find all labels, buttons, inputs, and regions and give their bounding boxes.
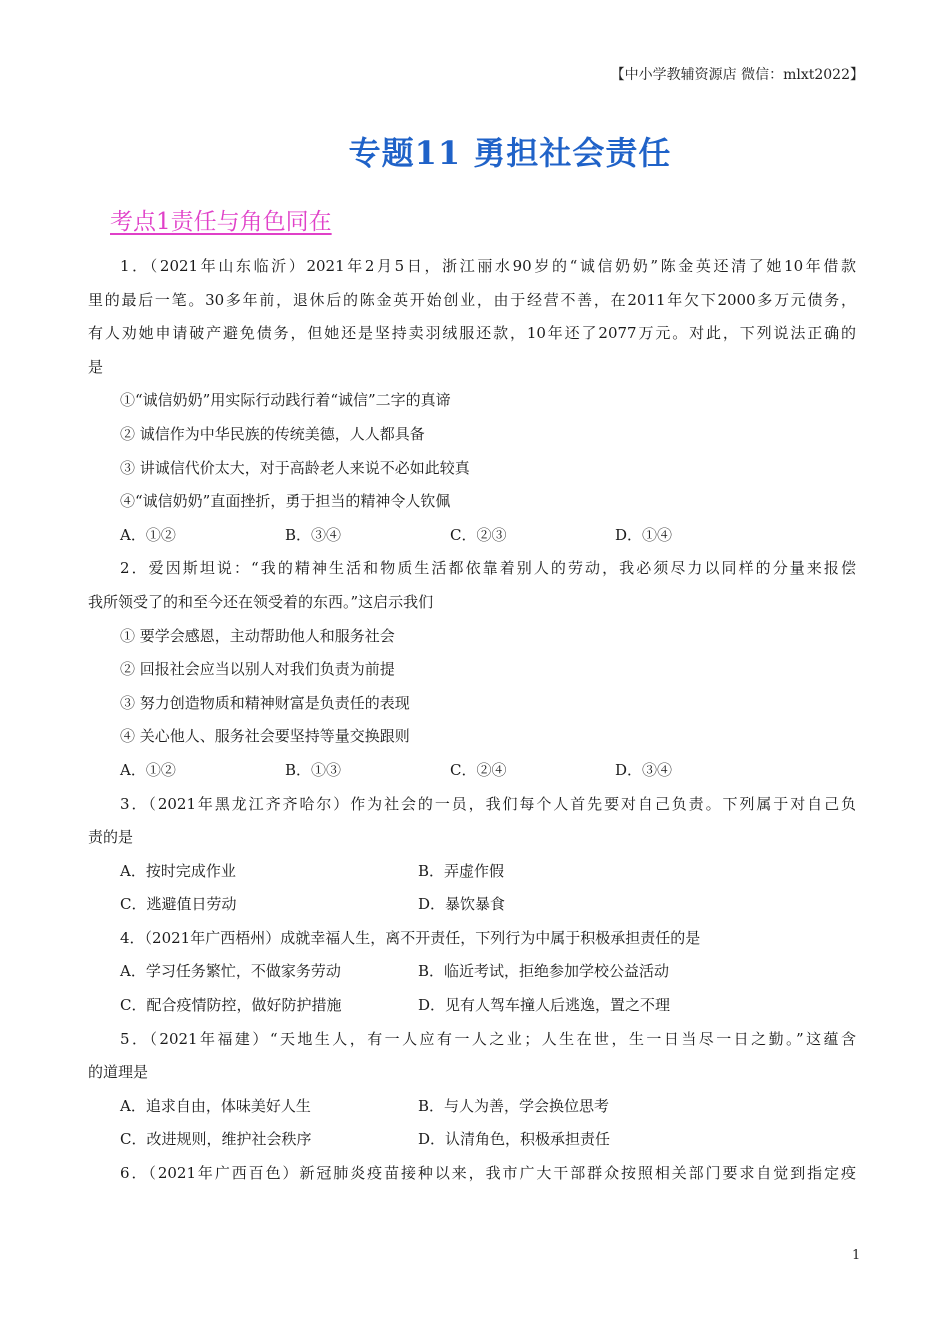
option-a: A．①②: [120, 525, 176, 544]
question-1-line-1: 1．（2021年山东临沂）2021年2月5日，浙江丽水90岁的“诚信奶奶”陈金英还清了她10年借款: [120, 257, 856, 275]
option-b: B．①③: [285, 760, 342, 779]
question-2-line-2: 我所领受了的和至今还在领受着的东西。”这启示我们: [88, 592, 434, 611]
option-d: D．暴饮暴食: [418, 895, 506, 914]
question-list: [88, 250, 856, 1191]
header-note: 【中小学教辅资源店 微信：mlxt2022】: [610, 67, 864, 83]
question-1-statement-1: ①“诚信奶奶”用实际行动践行着“诚信”二字的真谛: [120, 391, 451, 410]
option-c: C．逃避值日劳动: [120, 895, 237, 914]
option-d: D．认清角色，积极承担责任: [418, 1130, 611, 1149]
question-5-line-2: 的道理是: [88, 1063, 149, 1082]
question-1-options: [88, 519, 856, 553]
question-2-options: [88, 754, 856, 788]
option-d: D．见有人驾车撞人后逃逸，置之不理: [418, 996, 671, 1015]
section-heading: 考点1责任与角色同在: [110, 209, 332, 235]
question-1-statement-3: ③ 讲诚信代价太大，对于高龄老人来说不必如此较真: [120, 458, 470, 477]
question-2-statement-1: ① 要学会感恩，主动帮助他人和服务社会: [120, 626, 395, 645]
question-1-statement-2: ② 诚信作为中华民族的传统美德，人人都具备: [120, 424, 425, 443]
question-5-line-1: 5．（2021年福建）“天地生人，有一人应有一人之业；人生在世，生一日当尽一日之勤。”这蕴含: [120, 1029, 856, 1048]
option-d: D．③④: [615, 760, 673, 779]
question-1-statement-4: ④“诚信奶奶”直面挫折，勇于担当的精神令人钦佩: [120, 492, 451, 511]
option-a: A．①②: [120, 760, 176, 779]
option-b: B．③④: [285, 525, 342, 544]
option-b: B．与人为善，学会换位思考: [418, 1096, 610, 1115]
option-a: A．追求自由，体味美好人生: [120, 1096, 311, 1115]
question-3-line-1: 3．（2021年黑龙江齐齐哈尔）作为社会的一员，我们每个人首先要对自己负责。下列属于对自己负: [120, 794, 856, 813]
option-a: A．按时完成作业: [120, 861, 236, 880]
option-b: B．弄虚作假: [418, 861, 505, 880]
page-title: 专题11 勇担社会责任: [348, 134, 672, 172]
option-c: C．改进规则，维护社会秩序: [120, 1130, 312, 1149]
question-1-line-4: 是: [88, 357, 104, 376]
question-2-line-1: 2．爱因斯坦说：“我的精神生活和物质生活都依靠着别人的劳动，我必须尽力以同样的分量来报偿: [120, 559, 856, 578]
option-a: A．学习任务繁忙，不做家务劳动: [120, 962, 341, 981]
question-5-options-row-2: [88, 1123, 856, 1157]
option-b: B．临近考试，拒绝参加学校公益活动: [418, 962, 670, 981]
option-d: D．①④: [615, 525, 673, 544]
question-3-options-row-1: [88, 855, 856, 889]
question-5-options-row-1: [88, 1090, 856, 1124]
option-c: C．②④: [450, 760, 507, 779]
question-2-statement-4: ④ 关心他人、服务社会要坚持等量交换跟则: [120, 727, 410, 746]
question-2-statement-3: ③ 努力创造物质和精神财富是负责任的表现: [120, 693, 410, 712]
option-c: C．配合疫情防控，做好防护措施: [120, 996, 342, 1015]
option-c: C．②③: [450, 525, 507, 544]
page-number: 1: [852, 1248, 861, 1263]
question-4-options-row-1: [88, 955, 856, 989]
question-1-line-2: 里的最后一笔。30多年前，退休后的陈金英开始创业，由于经营不善，在2011年欠下2000多万元债务，: [88, 290, 856, 309]
question-1-line-3: 有人劝她申请破产避免债务，但她还是坚持卖羽绒服还款，10年还了2077万元。对此，下列说法正确的: [88, 324, 856, 343]
question-3-options-row-2: [88, 888, 856, 922]
question-3-line-2: 责的是: [88, 828, 134, 847]
question-4-options-row-2: [88, 989, 856, 1023]
question-4-line-1: 4．（2021年广西梧州）成就幸福人生，离不开责任，下列行为中属于积极承担责任的是: [120, 928, 701, 947]
question-2-statement-2: ② 回报社会应当以别人对我们负责为前提: [120, 660, 395, 679]
question-6-line-1: 6．（2021年广西百色）新冠肺炎疫苗接种以来，我市广大干部群众按照相关部门要求自觉到指定疫: [120, 1164, 856, 1183]
